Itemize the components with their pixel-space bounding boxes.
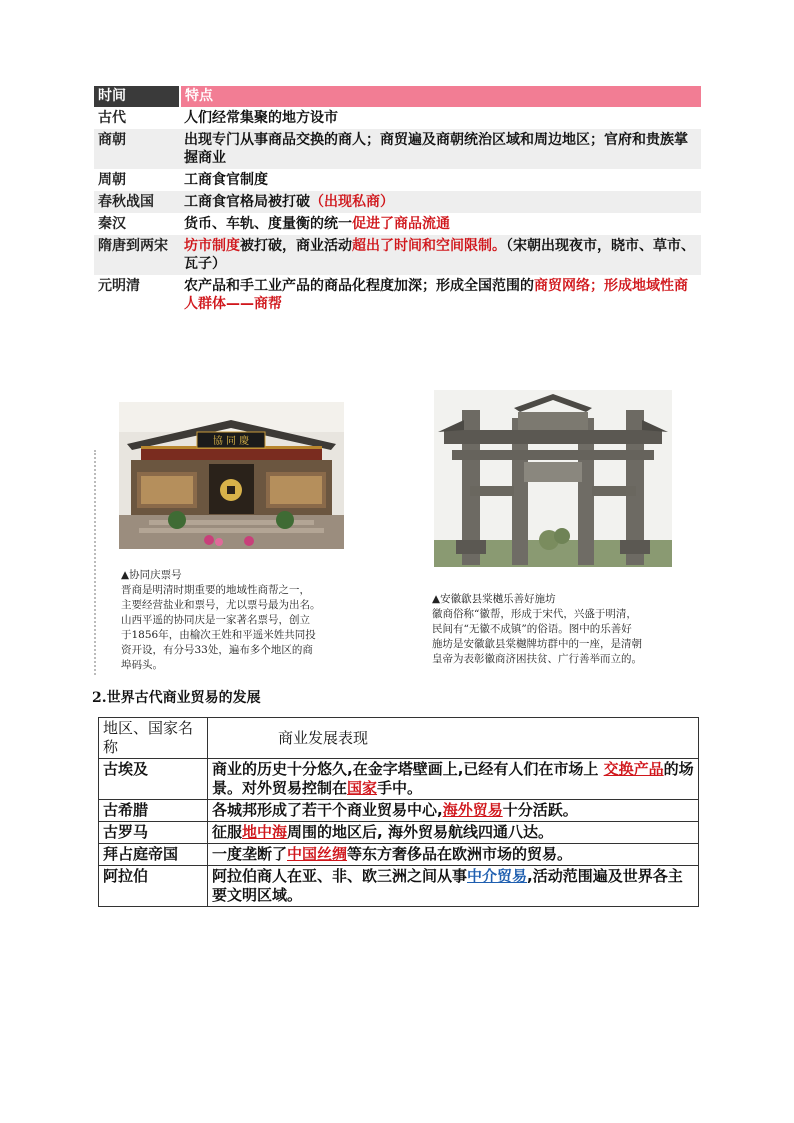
- feature-cell: [180, 107, 701, 129]
- performance-text: ,活动范围遍及世界各主要文明区域。: [212, 867, 683, 904]
- table-header-row: [99, 718, 699, 759]
- caption-line: 资开设，有分号33处，遍布多个地区的商: [121, 644, 313, 656]
- table-row: [94, 275, 701, 315]
- feature-text: 出现专门从事商品交换的商人；商贸遍及商朝统治区域和周边地区；官府和贵族掌握商业: [184, 132, 688, 166]
- highlight-text: 坊市制度: [184, 238, 240, 254]
- feature-text: 工商食官格局被打破: [184, 194, 310, 210]
- feature-text: 被打破，商业活动: [240, 238, 352, 254]
- highlight-text: 商贸网络；形成地域性商人群体——商帮: [184, 278, 688, 312]
- header-features: 特点: [180, 86, 701, 107]
- performance-cell: [208, 759, 699, 800]
- lexianghaoshi-caption: [432, 592, 682, 667]
- highlight-text: 地中海: [242, 823, 288, 841]
- header-time: 时间: [94, 86, 180, 107]
- feature-text: 人们经常集聚的地方设市: [184, 110, 338, 126]
- stone-archway-illustration: [434, 390, 672, 567]
- performance-text: 周围的地区后, 海外贸易航线四通八达。: [287, 823, 553, 841]
- caption-line: 晋商是明清时期重要的地域性商帮之一，: [121, 584, 310, 596]
- period-cell: 古代: [94, 107, 180, 129]
- feature-cell: [180, 169, 701, 191]
- caption-line: 皇帝为表彰徽商济困扶贫、广行善举而立的。: [432, 653, 642, 665]
- header-performance: 商业发展表现: [208, 718, 699, 759]
- caption-line: 民间有“无徽不成镇”的俗语。图中的乐善好: [432, 623, 632, 635]
- table-row: [94, 235, 701, 275]
- highlight-text: 超出了时间和空间限制。: [352, 238, 506, 254]
- caption-body: [121, 583, 361, 673]
- performance-text: 十分活跃。: [502, 801, 578, 819]
- table-row: [99, 822, 699, 844]
- performance-text: 手中。: [377, 779, 423, 797]
- highlight-text: （出现私商）: [310, 194, 394, 210]
- table-header-row: [94, 86, 701, 107]
- highlight-text: 中国丝绸: [287, 845, 348, 863]
- performance-text: 等东方奢侈品在欧洲市场的贸易。: [347, 845, 573, 863]
- caption-line: 埠码头。: [121, 659, 163, 671]
- highlight-text: 交换产品: [603, 760, 664, 778]
- caption-title: ▲协同庆票号: [121, 569, 182, 581]
- section-heading: 2.世界古代商业贸易的发展: [92, 690, 261, 706]
- period-cell: 隋唐到两宋: [94, 235, 180, 275]
- region-cell: 古希腊: [99, 800, 208, 822]
- highlight-text: 中介贸易: [467, 867, 528, 885]
- highlight-text: 国家: [347, 779, 378, 797]
- region-cell: 古埃及: [99, 759, 208, 800]
- feature-cell: [180, 213, 701, 235]
- caption-line: 主要经营盐业和票号，尤以票号最为出名。: [121, 599, 321, 611]
- table-row: [99, 759, 699, 800]
- feature-cell: [180, 275, 701, 315]
- feature-text: 货币、车轨、度量衡的统一: [184, 216, 352, 232]
- feature-cell: [180, 235, 701, 275]
- feature-cell: [180, 191, 701, 213]
- table-row: [94, 107, 701, 129]
- region-cell: 古罗马: [99, 822, 208, 844]
- caption-line: 施坊是安徽歙县棠樾牌坊群中的一座，是清朝: [432, 638, 642, 650]
- table-row: [99, 844, 699, 866]
- performance-cell: [208, 844, 699, 866]
- caption-body: [432, 607, 682, 667]
- highlight-text: 促进了商品流通: [352, 216, 450, 232]
- dotted-divider: [94, 450, 96, 675]
- table-row: [94, 129, 701, 169]
- performance-text: 阿拉伯商人在亚、非、欧三洲之间从事: [212, 867, 468, 885]
- caption-line: 山西平遥的协同庆是一家著名票号，创立: [121, 614, 310, 626]
- performance-text: 各城邦形成了若干个商业贸易中心,: [212, 801, 443, 819]
- table-row: [94, 213, 701, 235]
- world-commerce-table: [98, 717, 699, 907]
- performance-text: 的场景。对外贸易控制在: [212, 760, 694, 797]
- table-row: [94, 191, 701, 213]
- lexianghaoshi-arch-photo: [434, 390, 672, 567]
- performance-text: 商业的历史十分悠久,在金字塔壁画上,已经有人们在市场上: [212, 760, 604, 778]
- performance-cell: [208, 800, 699, 822]
- region-cell: 拜占庭帝国: [99, 844, 208, 866]
- period-cell: 秦汉: [94, 213, 180, 235]
- period-cell: 周朝: [94, 169, 180, 191]
- feature-text: 工商食官制度: [184, 172, 268, 188]
- performance-text: 一度垄断了: [212, 845, 288, 863]
- chinese-commerce-table: [94, 86, 701, 315]
- period-cell: 春秋战国: [94, 191, 180, 213]
- header-region: 地区、国家名称: [99, 718, 208, 759]
- xietongqing-photo: [119, 402, 344, 549]
- period-cell: 元明清: [94, 275, 180, 315]
- xietongqing-building-illustration: [119, 402, 344, 549]
- caption-line: 徽商俗称“徽帮，形成于宋代，兴盛于明清，: [432, 608, 637, 620]
- period-cell: 商朝: [94, 129, 180, 169]
- highlight-text: 海外贸易: [442, 801, 503, 819]
- table-row: [99, 866, 699, 907]
- caption-line: 于1856年，由榆次王姓和平遥米姓共同投: [121, 629, 316, 641]
- xietongqing-caption: [121, 568, 361, 673]
- table-row: [94, 169, 701, 191]
- table-row: [99, 800, 699, 822]
- feature-text: 农产品和手工业产品的商品化程度加深；形成全国范围的: [184, 278, 534, 294]
- performance-text: 征服: [212, 823, 243, 841]
- performance-cell: [208, 822, 699, 844]
- feature-cell: [180, 129, 701, 169]
- performance-cell: [208, 866, 699, 907]
- feature-text: （宋朝出现夜市，晓市、草市、瓦子）: [184, 238, 695, 272]
- plaque-text: 協 同 慶: [212, 436, 250, 447]
- caption-title: ▲安徽歙县棠樾乐善好施坊: [432, 593, 556, 605]
- region-cell: 阿拉伯: [99, 866, 208, 907]
